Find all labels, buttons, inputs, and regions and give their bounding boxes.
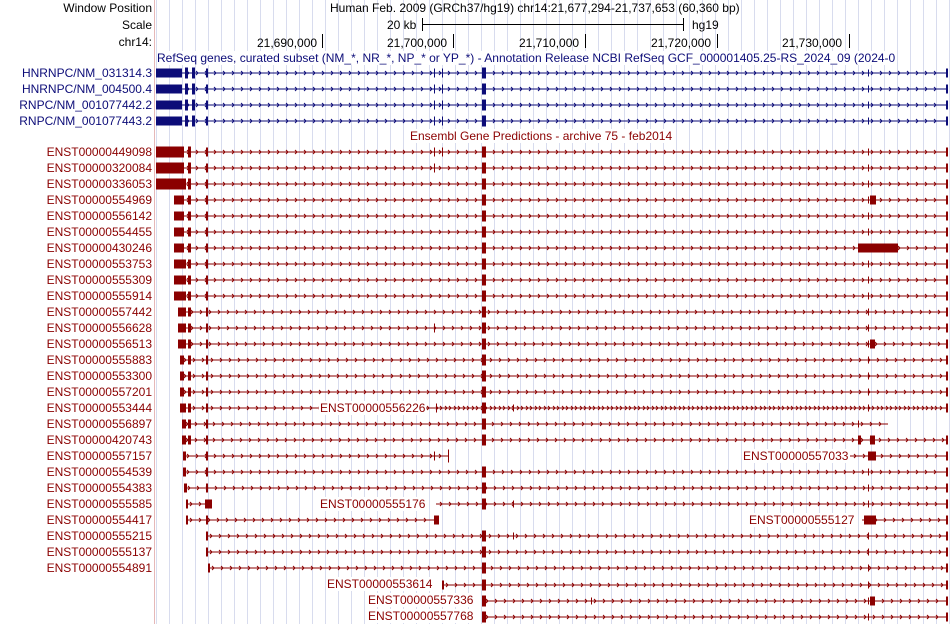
exon-block [188, 420, 191, 429]
exon-block [482, 371, 486, 382]
exon-block [946, 101, 948, 110]
exon-block [482, 419, 486, 430]
ensembl-transcript-label[interactable]: ENST00000555215 [46, 529, 152, 543]
tick-label: 21,710,000 [519, 36, 580, 50]
exon-block [946, 292, 948, 301]
exon-block [180, 404, 186, 413]
exon-block [946, 468, 948, 477]
exon-block [206, 69, 208, 78]
exon-block [206, 324, 208, 333]
scale-label: Scale [121, 18, 152, 32]
exon-block [206, 85, 208, 94]
exon-block [946, 324, 948, 333]
window-position-label: Window Position [63, 1, 152, 15]
exon-block [868, 565, 869, 572]
exon-block [206, 164, 208, 173]
exon-block [868, 598, 869, 605]
exon-block [208, 564, 210, 573]
tick-label: 21,730,000 [782, 36, 843, 50]
exon-block [868, 582, 869, 589]
exon-block [946, 500, 948, 509]
exon-block [434, 148, 435, 157]
exon-block [185, 100, 188, 111]
exon-block [434, 69, 435, 78]
exon-block [858, 436, 861, 445]
exon-block [482, 435, 486, 446]
exon-block [180, 356, 184, 365]
exon-block [442, 85, 443, 94]
exon-block [434, 101, 435, 110]
exon-block [174, 228, 184, 237]
exon-block [946, 372, 948, 381]
exon-block [482, 291, 486, 302]
exon-block [188, 308, 191, 317]
exon-block [946, 228, 948, 237]
exon-block [868, 213, 869, 220]
exon-block [482, 211, 486, 222]
exon-block [434, 85, 435, 94]
exon-block [156, 179, 186, 190]
exon-block [206, 388, 208, 397]
exon-block [188, 244, 191, 253]
exon-block [206, 436, 208, 445]
exon-block [482, 275, 486, 286]
ensembl-transcript-label[interactable]: ENST00000556513 [46, 337, 152, 351]
exon-block [946, 404, 948, 413]
exon-block [482, 116, 486, 127]
exon-block [206, 101, 208, 110]
exon-block [946, 452, 948, 461]
exon-block [946, 244, 948, 253]
exon-block [482, 195, 486, 206]
exon-block [946, 180, 948, 189]
ensembl-transcript-label[interactable]: ENST00000555585 [46, 497, 152, 511]
exon-block [513, 501, 514, 508]
exon-block [946, 548, 948, 557]
exon-block [206, 356, 208, 365]
exon-block [946, 340, 948, 349]
exon-block [182, 436, 186, 445]
exon-block [174, 260, 186, 269]
exon-block [156, 147, 184, 158]
exon-block [946, 516, 948, 525]
exon-block [442, 69, 443, 78]
exon-block [182, 420, 186, 429]
exon-block [206, 532, 208, 541]
exon-block [482, 403, 486, 414]
exon-block [206, 340, 208, 349]
exon-block [482, 580, 486, 591]
tick-label: 21,720,000 [651, 36, 712, 50]
exon-block [946, 564, 948, 573]
exon-block [868, 389, 869, 396]
exon-block [434, 164, 435, 173]
position-text: Human Feb. 2009 (GRCh37/hg19) chr14:21,677,294-21,737,653 (60,360 bp) [330, 1, 740, 15]
exon-block [868, 485, 869, 492]
exon-block [188, 228, 191, 237]
exon-block [946, 532, 948, 541]
exon-block [188, 356, 191, 365]
exon-block [868, 469, 869, 476]
exon-block [946, 356, 948, 365]
exon-block [448, 450, 449, 463]
tick-label: 21,700,000 [387, 36, 448, 50]
exon-block [206, 516, 208, 525]
exon-block [868, 70, 869, 77]
exon-block [946, 388, 948, 397]
exon-block [482, 483, 486, 494]
chrom-label: chr14: [118, 35, 152, 49]
tick-label: 21,690,000 [257, 36, 318, 50]
exon-block [188, 163, 191, 174]
ensembl-transcript-label[interactable]: ENST00000555137 [46, 545, 152, 559]
ensembl-transcript-label[interactable]: ENST00000556897 [46, 417, 152, 431]
exon-block [206, 196, 208, 205]
exon-block [434, 452, 435, 461]
exon-block [192, 68, 195, 79]
exon-block [188, 340, 191, 349]
exon-block [206, 244, 208, 253]
ensembl-transcript-label[interactable]: ENST00000555883 [46, 353, 152, 367]
exon-block [188, 436, 191, 445]
exon-block [206, 180, 208, 189]
exon-block [178, 340, 186, 349]
exon-block [188, 388, 191, 397]
exon-block [868, 341, 869, 348]
exon-block [434, 324, 435, 333]
exon-block [868, 102, 869, 109]
exon-block [482, 612, 486, 623]
inline-transcript-label[interactable]: ENST00000557768 [368, 609, 474, 623]
inline-transcript-label[interactable]: ENST00000555127 [749, 513, 855, 527]
exon-block [482, 68, 486, 79]
ensembl-transcript-label[interactable]: ENST00000554969 [46, 193, 152, 207]
exon-block [206, 148, 208, 157]
exon-block [868, 261, 869, 268]
exon-block [482, 355, 486, 366]
exon-block [946, 308, 948, 317]
exon-block [156, 163, 184, 174]
exon-block [868, 277, 869, 284]
exon-block [870, 597, 875, 606]
ensembl-transcript-label[interactable]: ENST00000553300 [46, 369, 152, 383]
exon-block [482, 259, 486, 270]
exon-block [482, 243, 486, 254]
exon-block [188, 147, 191, 158]
exon-block [946, 148, 948, 157]
exon-block [946, 164, 948, 173]
exon-block [174, 276, 186, 285]
exon-block [442, 101, 443, 110]
exon-block [188, 276, 191, 285]
exon-block [188, 324, 191, 333]
exon-block [206, 212, 208, 221]
exon-block [206, 228, 208, 237]
exon-block [858, 421, 859, 428]
exon-block [946, 196, 948, 205]
exon-block [482, 547, 486, 558]
exon-block [192, 84, 195, 95]
exon-block [868, 549, 869, 556]
exon-block [868, 325, 869, 332]
exon-block [192, 116, 195, 127]
exon-block [946, 212, 948, 221]
exon-block [156, 101, 182, 110]
ensembl-transcript-label[interactable]: ENST00000420743 [46, 433, 152, 447]
assembly-label: hg19 [692, 18, 719, 32]
exon-block [946, 117, 948, 126]
exon-block [482, 323, 486, 334]
exon-block [868, 357, 869, 364]
exon-block [156, 85, 182, 94]
exon-block [206, 420, 208, 429]
exon-block [188, 196, 191, 205]
exon-block [188, 372, 191, 381]
ensembl-transcript-label[interactable]: ENST00000553753 [46, 257, 152, 271]
exon-block [482, 563, 486, 574]
exon-block [183, 468, 186, 477]
inline-transcript-label[interactable]: ENST00000556226 [320, 401, 426, 415]
exon-block [513, 533, 514, 540]
exon-block [868, 309, 869, 316]
exon-block [482, 339, 486, 350]
inline-transcript-label[interactable]: ENST00000555176 [320, 497, 426, 511]
exon-block [946, 85, 948, 94]
ensembl-transcript-label[interactable]: ENST00000554383 [46, 481, 152, 495]
exon-block [946, 260, 948, 269]
exon-block [591, 598, 592, 605]
exon-block [482, 499, 486, 510]
exon-block [206, 548, 208, 557]
exon-block [870, 196, 876, 205]
ensembl-transcript-label[interactable]: ENST00000555309 [46, 273, 152, 287]
exon-block [868, 405, 869, 412]
refseq-gene-label[interactable]: RNPC/NM_001077443.2 [19, 114, 152, 128]
exon-block [946, 581, 948, 590]
exon-block [482, 387, 486, 398]
ensembl-transcript-label[interactable]: ENST00000557442 [46, 305, 152, 319]
exon-block [174, 196, 184, 205]
exon-block [206, 468, 208, 477]
exon-block [156, 117, 182, 126]
inline-transcript-label[interactable]: ENST00000553614 [327, 577, 433, 591]
exon-block [206, 276, 208, 285]
exon-block [868, 197, 869, 204]
refseq-track-title[interactable]: RefSeq genes, curated subset (NM_*, NR_*, NP_* or YP_*) - Annotation Release NCBI RefSeq GCF_000001405.25-RS_2024_09 (2024-0 [157, 51, 896, 65]
exon-block [434, 516, 439, 525]
refseq-gene-label[interactable]: HNRNPC/NM_031314.3 [21, 66, 152, 80]
exon-block [442, 117, 443, 126]
ensembl-transcript-label[interactable]: ENST00000554891 [46, 561, 152, 575]
exon-block [185, 68, 188, 79]
exon-block [442, 581, 444, 590]
exon-block [868, 614, 869, 621]
refseq-gene-label[interactable]: HNRNPC/NM_004500.4 [21, 82, 152, 96]
exon-block [482, 100, 486, 111]
exon-block [178, 308, 186, 317]
exon-block [434, 117, 435, 126]
exon-block [185, 84, 188, 95]
exon-block [868, 373, 869, 380]
exon-block [870, 340, 875, 349]
exon-block [482, 531, 486, 542]
exon-block [185, 116, 188, 127]
exon-block [188, 260, 191, 269]
ensembl-transcript-label[interactable]: ENST00000557157 [46, 449, 152, 463]
ensembl-transcript-label[interactable]: ENST00000554539 [46, 465, 152, 479]
exon-block [864, 516, 876, 525]
exon-block [174, 212, 184, 221]
exon-block [206, 404, 208, 413]
scale-bar-label: 20 kb [387, 18, 417, 32]
ensembl-transcript-label[interactable]: ENST00000336053 [46, 177, 152, 191]
exon-block [156, 69, 182, 78]
exon-block [206, 117, 208, 126]
exon-block [174, 292, 186, 301]
exon-block [206, 484, 208, 493]
ensembl-transcript-label[interactable]: ENST00000555914 [46, 289, 152, 303]
ensembl-transcript-label[interactable]: ENST00000556628 [46, 321, 152, 335]
exon-block [946, 597, 948, 606]
exon-block [186, 516, 188, 525]
exon-block [180, 372, 184, 381]
ensembl-transcript-label[interactable]: ENST00000554417 [46, 513, 152, 527]
exon-block [482, 467, 486, 478]
exon-block [180, 388, 184, 397]
exon-block [946, 276, 948, 285]
exon-block [868, 86, 869, 93]
exon-block [206, 308, 208, 317]
exon-block [868, 181, 869, 188]
exon-block [178, 324, 186, 333]
inline-transcript-label[interactable]: ENST00000557033 [743, 449, 849, 463]
exon-block [188, 404, 191, 413]
exon-block [868, 501, 869, 508]
ensembl-transcript-label[interactable]: ENST00000320084 [46, 161, 152, 175]
exon-block [206, 452, 208, 461]
exon-block [482, 596, 486, 607]
exon-block [184, 484, 187, 493]
ensembl-transcript-label[interactable]: ENST00000556142 [46, 209, 152, 223]
exon-block [482, 227, 486, 238]
exon-block [205, 500, 212, 509]
exon-block [868, 229, 869, 236]
ensembl-transcript-label[interactable]: ENST00000430246 [46, 241, 152, 255]
refseq-gene-label[interactable]: RNPC/NM_001077442.2 [19, 98, 152, 112]
exon-block [206, 292, 208, 301]
exon-block [174, 244, 184, 253]
exon-block [482, 163, 486, 174]
exon-block [868, 452, 876, 461]
exon-block [868, 293, 869, 300]
exon-block [946, 484, 948, 493]
exon-block [868, 118, 869, 125]
exon-block [482, 147, 486, 158]
exon-block [206, 372, 208, 381]
exon-block [946, 436, 948, 445]
ensembl-transcript-label[interactable]: ENST00000557201 [46, 385, 152, 399]
exon-block [946, 613, 948, 622]
exon-block [870, 436, 875, 445]
exon-block [206, 260, 208, 269]
exon-block [946, 69, 948, 78]
exon-block [188, 212, 191, 221]
exon-block [192, 100, 195, 111]
exon-block [868, 165, 869, 172]
ensembl-track-title[interactable]: Ensembl Gene Predictions - archive 75 - feb2014 [410, 129, 673, 143]
exon-block [183, 452, 186, 461]
exon-block [482, 307, 486, 318]
ensembl-transcript-label[interactable]: ENST00000449098 [46, 145, 152, 159]
ensembl-transcript-label[interactable]: ENST00000553444 [46, 401, 152, 415]
inline-transcript-label[interactable]: ENST00000557336 [368, 593, 474, 607]
exon-block [858, 244, 898, 253]
exon-block [868, 533, 869, 540]
exon-block [482, 179, 486, 190]
exon-block [868, 149, 869, 156]
ensembl-transcript-label[interactable]: ENST00000554455 [46, 225, 152, 239]
exon-block [442, 148, 443, 157]
exon-block [188, 179, 191, 190]
exon-block [482, 84, 486, 95]
exon-block [188, 292, 191, 301]
exon-block [186, 500, 188, 509]
